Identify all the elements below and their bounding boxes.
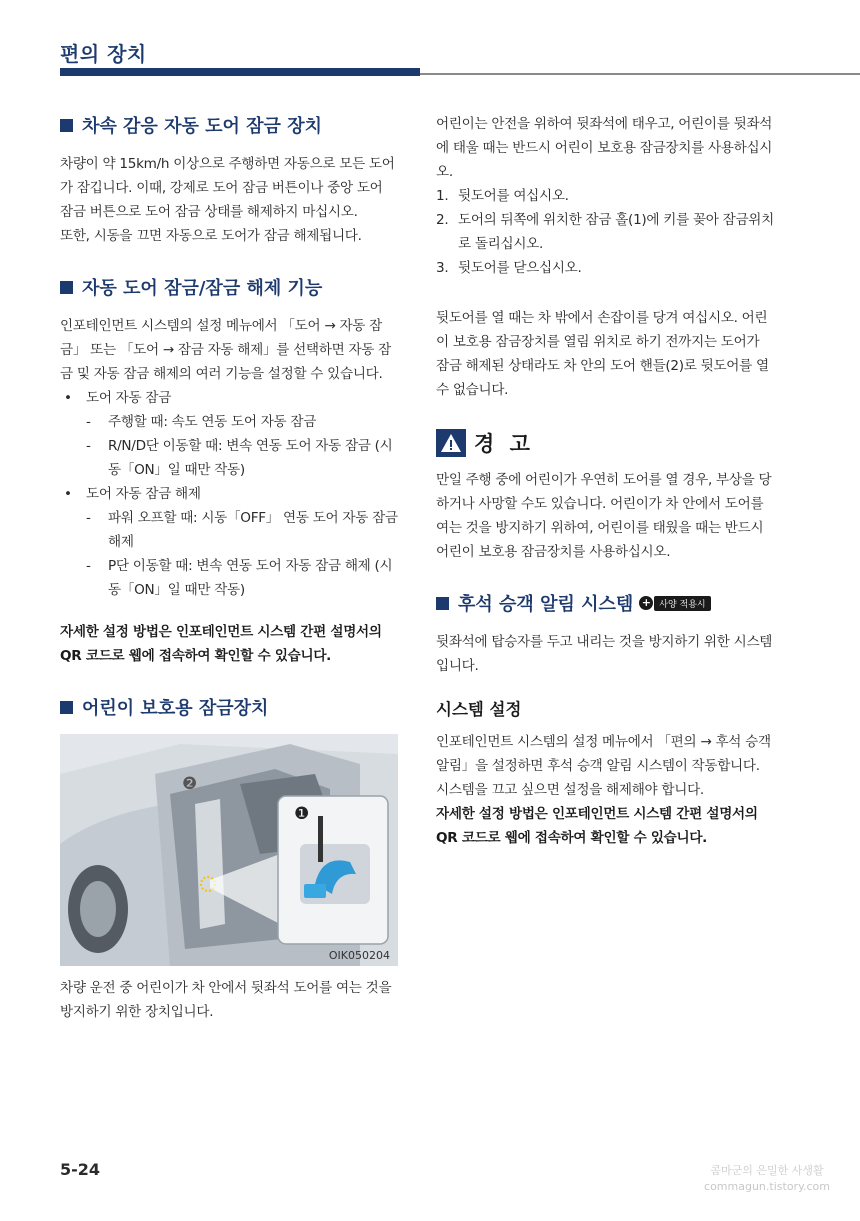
section-title: 후석 승객 알림 시스템 [458, 594, 634, 615]
list-subitem: - R/N/D단 이동할 때: 변속 연동 도어 자동 잠금 (시동「ON」일 때만 작동) [86, 438, 393, 478]
image-caption: 차량 운전 중 어린이가 차 안에서 뒷좌석 도어를 여는 것을 방지하기 위한 장치입니다. [60, 980, 392, 1020]
paragraph: 인포테인먼트 시스템의 설정 메뉴에서 「편의 → 후석 승객 알림」을 설정하면 후석 승객 알림 시스템이 작동합니다. 시스템을 끄고 싶으면 설정을 해제해야 합니다. [436, 734, 771, 798]
left-column [60, 112, 398, 1024]
step-item: 1. 뒷도어를 여십시오. [436, 188, 569, 204]
warning-triangle-icon [436, 429, 466, 457]
section-heading-auto-lock [60, 274, 398, 300]
square-bullet-icon [60, 281, 73, 294]
paragraph: 어린이는 안전을 위하여 뒷좌석에 태우고, 어린이를 뒷좌석에 태울 때는 반드시 어린이 보호용 잠금장치를 사용하십시오. [436, 116, 773, 180]
header-bar-dark [60, 68, 420, 76]
child-lock-illustration [60, 734, 398, 966]
callout-1: ❶ [294, 804, 310, 824]
header-bar-light [420, 73, 860, 75]
warning-title: 경 고 [474, 432, 534, 456]
car-door-drawing [60, 734, 398, 966]
page-header-title: 편의 장치 [60, 42, 147, 66]
page-number: 5-24 [60, 1160, 101, 1179]
watermark: 콤마군의 은밀한 사생활 commagun.tistory.com [704, 1164, 830, 1193]
section-heading-rear-occupant-alert [436, 590, 774, 616]
section-title: 자동 도어 잠금/잠금 해제 기능 [82, 278, 323, 299]
step-item: 3. 뒷도어를 닫으십시오. [436, 260, 582, 276]
paragraph: 인포테인먼트 시스템의 설정 메뉴에서 「도어 → 자동 잠금」 또는 「도어 → 잠금 자동 해제」를 선택하면 자동 잠금 및 자동 잠금 해제의 여러 기능을 설정할 수 있습니다. [60, 318, 391, 382]
list-subitem: - 주행할 때: 속도 연동 도어 자동 잠금 [86, 414, 317, 430]
list-item: • 도어 자동 잠금 [60, 386, 398, 410]
list-subitem: - 파워 오프할 때: 시동「OFF」 연동 도어 자동 잠금 해제 [86, 510, 398, 550]
callout-2: ❷ [182, 774, 198, 794]
step-item: 2. 도어의 뒤쪽에 위치한 잠금 홀(1)에 키를 꽂아 잠금위치로 돌리십시오. [436, 212, 774, 252]
settings-note: 자세한 설정 방법은 인포테인먼트 시스템 간편 설명서의 QR 코드로 웹에 접속하여 확인할 수 있습니다. [60, 624, 382, 664]
paragraph: 차량이 약 15km/h 이상으로 주행하면 자동으로 모든 도어가 잠깁니다. 이때, 강제로 도어 잠금 버튼이나 중앙 도어 잠금 버튼으로 도어 잠금 상태를 해제하지 마십시오. [60, 156, 395, 220]
option-badge: + 사양 적용시 [639, 596, 710, 611]
right-column [436, 112, 774, 850]
section-heading-speed-lock [60, 112, 398, 138]
list-subitem: - P단 이동할 때: 변속 연동 도어 자동 잠금 해제 (시동「ON」일 때만 작동) [86, 558, 393, 598]
image-code: OIK050204 [328, 949, 390, 962]
square-bullet-icon [60, 119, 73, 132]
bullet-dot-icon: • [64, 390, 72, 406]
bullet-dot-icon: • [64, 486, 72, 502]
warning-heading [436, 428, 774, 458]
list-item: • 도어 자동 잠금 해제 [60, 482, 398, 506]
settings-note: 자세한 설정 방법은 인포테인먼트 시스템 간편 설명서의 QR 코드로 웹에 접속하여 확인할 수 있습니다. [436, 806, 758, 846]
paragraph: 또한, 시동을 끄면 자동으로 도어가 잠금 해제됩니다. [60, 228, 362, 244]
section-title: 어린이 보호용 잠금장치 [82, 698, 269, 719]
square-bullet-icon [60, 701, 73, 714]
warning-text: 만일 주행 중에 어린이가 우연히 도어를 열 경우, 부상을 당하거나 사망할 수도 있습니다. 어린이가 차 안에서 도어를 여는 것을 방지하기 위하여, 어린이를 태웠을 때는 반드시 어린이 보호용 잠금장치를 사용하십시오. [436, 472, 772, 560]
square-bullet-icon [436, 597, 449, 610]
plus-icon: + [639, 596, 653, 610]
subsection-title: 시스템 설정 [436, 700, 522, 719]
paragraph: 뒷좌석에 탑승자를 두고 내리는 것을 방지하기 위한 시스템입니다. [436, 634, 773, 674]
section-title: 차속 감응 자동 도어 잠금 장치 [82, 116, 322, 137]
paragraph: 뒷도어를 열 때는 차 밖에서 손잡이를 당겨 여십시오. 어린이 보호용 잠금장치를 열림 위치로 하기 전까지는 도어가 잠금 해제된 상태라도 차 안의 도어 핸들(2)로 뒷도어를 열 수 없습니다. [436, 310, 769, 398]
section-heading-child-lock [60, 694, 398, 720]
